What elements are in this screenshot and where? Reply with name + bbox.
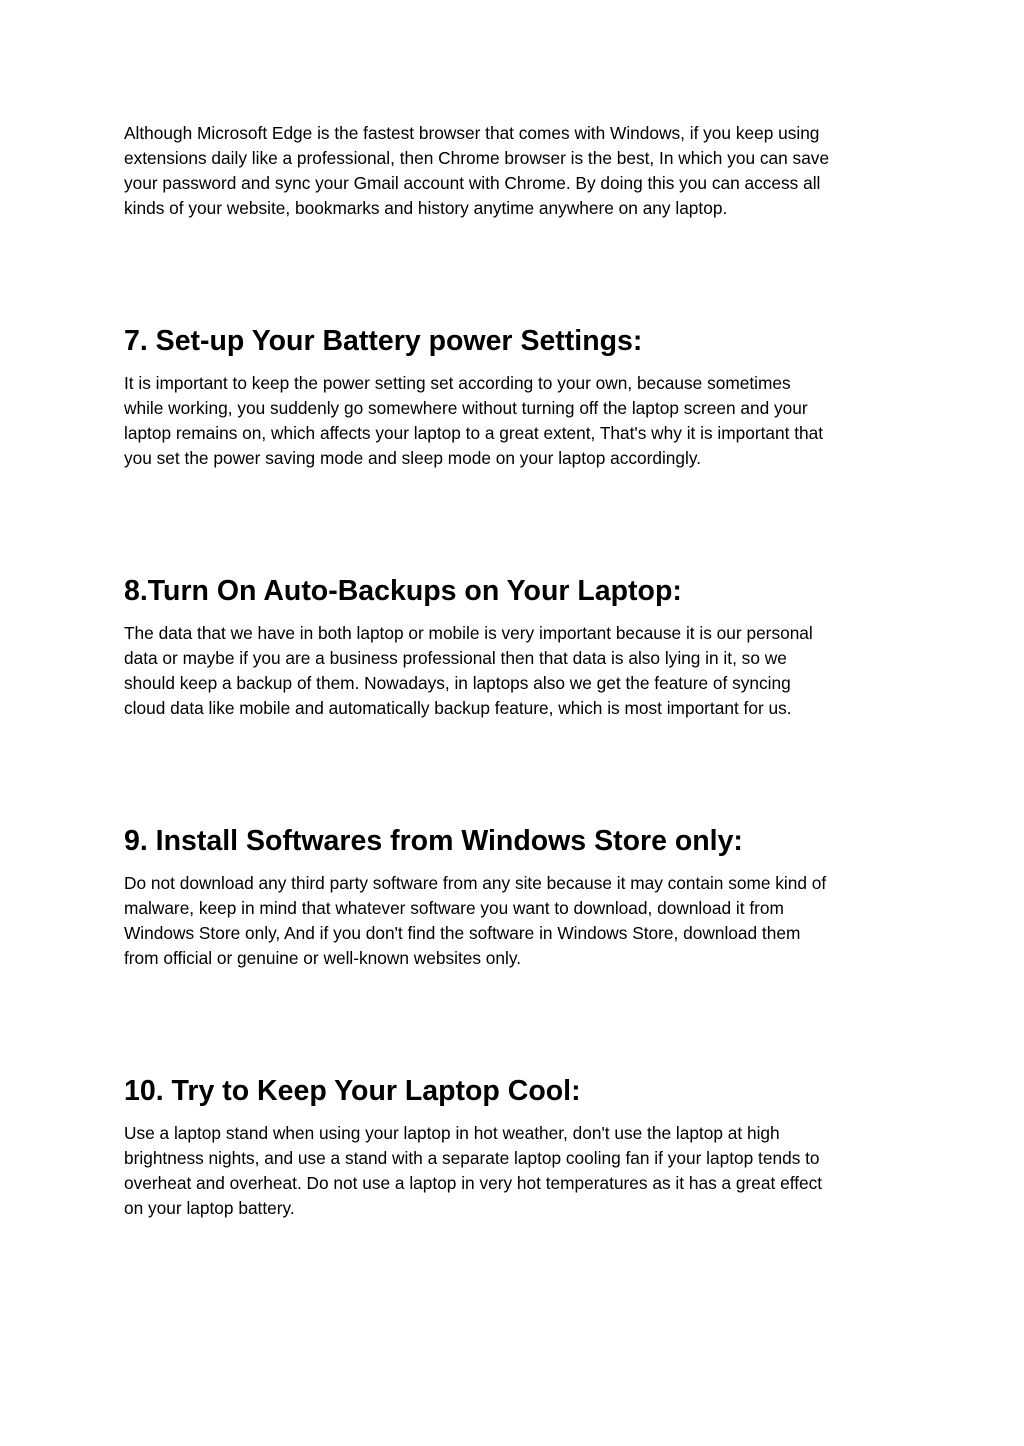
section-auto-backups: [124, 571, 904, 721]
section-paragraph: Do not download any third party software from any site because it may contain some kind of malware, keep in mind that whatever software you want to download, download it from Windows Store only, And if you don't find the software in Windows Store, download them from official or genuine or well-known websites only.: [124, 873, 827, 968]
intro-paragraph: Although Microsoft Edge is the fastest browser that comes with Windows, if you keep using extensions daily like a professional, then Chrome browser is the best, In which you can save your password and sync your Gmail account with Chrome. By doing this you can access all kinds of your website, bookmarks and history anytime anywhere on any laptop.: [124, 123, 830, 218]
section-heading: 8.Turn On Auto-Backups on Your Laptop:: [124, 575, 682, 607]
section-keep-cool: [124, 1071, 904, 1221]
section-windows-store: [124, 821, 904, 971]
section-battery-settings: [124, 321, 904, 471]
document-page: [124, 121, 904, 1221]
section-paragraph: Use a laptop stand when using your laptop in hot weather, don't use the laptop at high brightness nights, and use a stand with a separate laptop cooling fan if your laptop tends to overheat and overheat. Do not use a laptop in very hot temperatures as it has a great effect on your laptop battery.: [124, 1123, 823, 1218]
section-paragraph: The data that we have in both laptop or mobile is very important because it is our personal data or maybe if you are a business professional then that data is also lying in it, so we should keep a backup of them. Nowadays, in laptops also we get the feature of syncing cloud data like mobile and automatically backup feature, which is most important for us.: [124, 623, 813, 718]
section-heading: 9. Install Softwares from Windows Store only:: [124, 825, 743, 857]
section-heading: 7. Set-up Your Battery power Settings:: [124, 325, 643, 357]
section-paragraph: It is important to keep the power setting set according to your own, because sometimes while working, you suddenly go somewhere without turning off the laptop screen and your laptop remains on, which affects your laptop to a great extent, That's why it is important that you set the power saving mode and sleep mode on your laptop accordingly.: [124, 373, 824, 468]
section-heading: 10. Try to Keep Your Laptop Cool:: [124, 1075, 581, 1107]
